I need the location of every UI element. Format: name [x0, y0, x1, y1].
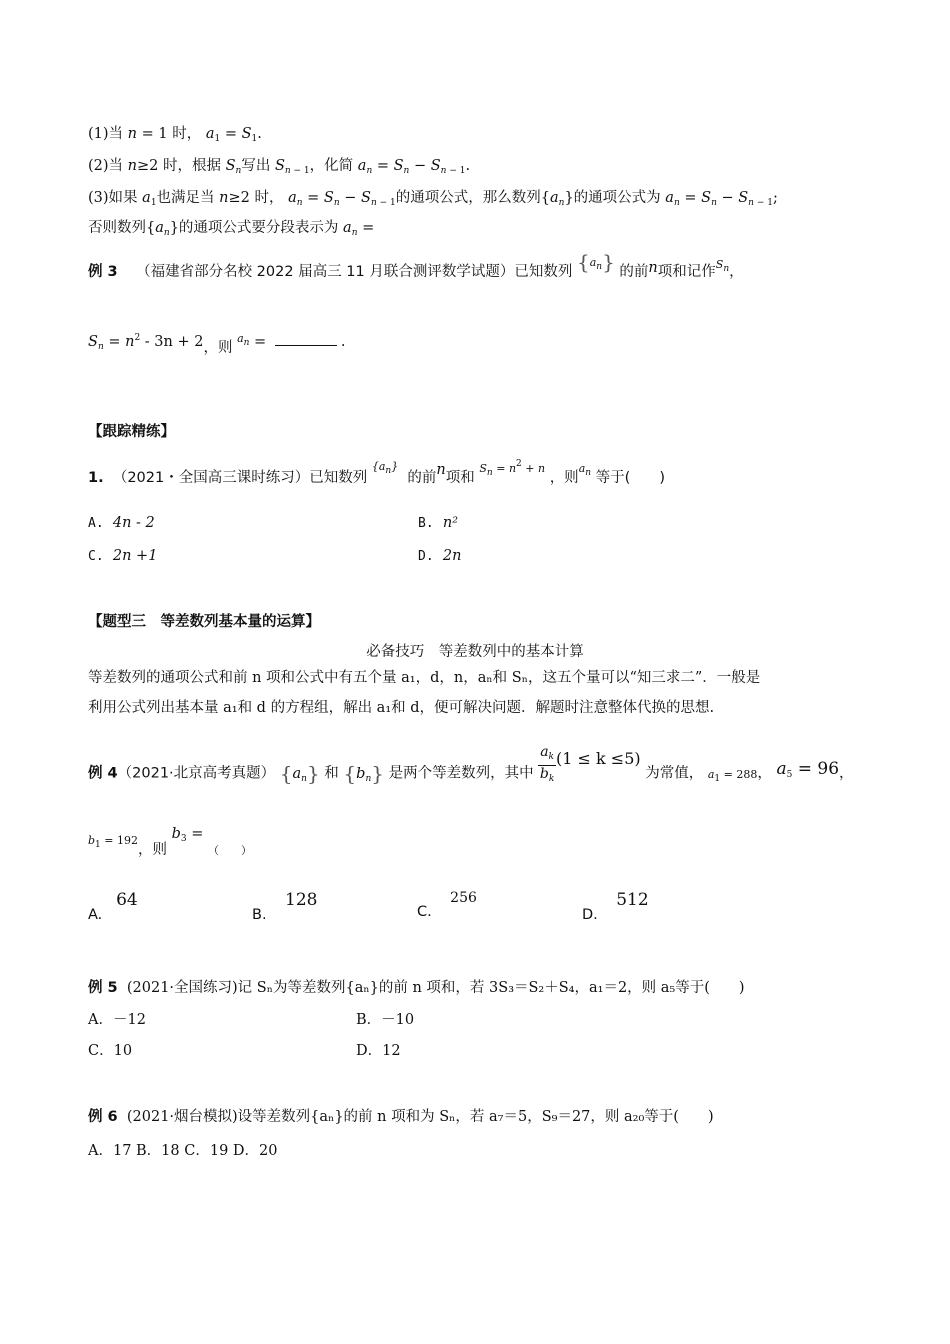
example-4: 例 4（2021·北京高考真题） $\{a_n\}$ 和 $\{b_n\}$ 是两个等差数列，其中 $\frac{a_k}{b_k}$ (1 ≤ k ≤5) 为常值， $a_1 = 288$， $a_5 = 96$， [88, 744, 854, 786]
example-5-option-c[interactable]: C．10 [88, 1043, 133, 1059]
practice-q1-number: 1. [88, 470, 104, 486]
example-3-formula-rhs: - 3n + 2 [144, 334, 204, 350]
step-3-mid2: ≥2 时， [228, 190, 284, 206]
example-4-and: 和 [324, 765, 339, 782]
practice-option-b[interactable]: B. n² [418, 515, 459, 531]
example-4-option-b-value: 128 [285, 890, 318, 910]
example-5-text: (2021·全国练习)记 Sₙ为等差数列{aₙ}的前 n 项和，若 3S₃＝S₂＋S₄，a₁＝2，则 a₅等于( ) [126, 980, 745, 996]
example-5-option-d-value: 12 [382, 1043, 401, 1059]
example-4-option-d[interactable]: D. 512 [582, 890, 649, 923]
example-4-option-b[interactable]: B. 128 [252, 890, 318, 923]
step-3-mid4: }的通项公式为 [564, 190, 661, 206]
step-4-prefix: 否则数列{ [88, 220, 156, 236]
step-4-mid: }的通项公式要分段表示为 [169, 220, 339, 236]
example-3-then: ，则 [203, 340, 233, 356]
step-1-prefix: (1)当 [88, 126, 124, 142]
example-4-option-a-value: 64 [116, 890, 138, 910]
practice-header: 【跟踪精练】 [88, 424, 175, 440]
example-3-eq: = [254, 334, 267, 350]
step-4: 否则数列$\{a_n\}$的通项公式要分段表示为 $a_n$ = [88, 220, 375, 238]
step-3-mid3: 的通项公式，那么数列{ [395, 190, 550, 206]
example-6 [88, 1107, 714, 1127]
practice-option-c[interactable]: C. 2n +1 [88, 548, 158, 564]
example-3-label: 例 3 [88, 264, 118, 280]
step-2-simplify: ，化简 [309, 158, 354, 174]
practice-option-b-value: n² [442, 515, 459, 531]
example-4-b1: = 192 [104, 834, 138, 847]
example-5-option-b[interactable]: B．－10 [356, 1012, 415, 1028]
example-4-eq: = [191, 826, 204, 842]
example-5-option-a-value: －12 [112, 1012, 146, 1028]
example-4-then: ，则 [138, 842, 167, 858]
step-3: (3)如果 $a_1$也满足当 n≥2 时， $a_n = S_n - S_{n - 1}$的通项公式，那么数列$\{a_n\}$的通项公式为 $a_n = S_n - S_{n - 1}$; [88, 190, 778, 208]
example-3-formula: $S_n = n^2 - 3n + 2$，则 $^{a_n}$ = . [88, 332, 346, 356]
example-4-a1: = 288 [723, 767, 758, 781]
practice-q1-then: ，则 [549, 470, 579, 486]
step-3-mid1: 也满足当 [156, 190, 215, 206]
example-5-option-c-value: 10 [113, 1043, 133, 1059]
example-3-mid2: 项和记作 [657, 264, 716, 280]
step-1-cond: = 1 时， [141, 126, 202, 142]
example-4-option-a[interactable]: A. 64 [88, 890, 138, 923]
example-4-line-2: $b_1 = 192$，则 $b_3 = _{( )}$ [88, 826, 253, 858]
example-5-option-a[interactable]: A．－12 [88, 1012, 146, 1028]
step-2-cond: ≥2 时，根据 [137, 158, 221, 174]
practice-option-d[interactable]: D. 2n [418, 548, 462, 564]
example-5 [88, 978, 745, 998]
example-6-options[interactable]: A．17 B．18 C．19 D．20 [88, 1143, 278, 1159]
example-3-mid1: 的前 [619, 264, 649, 280]
example-4-paren: （ ） [208, 844, 253, 857]
example-4-option-d-value: 512 [616, 890, 649, 910]
example-4-label: 例 4 [88, 765, 118, 782]
practice-option-d-value: 2n [442, 548, 462, 564]
example-4-source: （2021·北京高考真题） [117, 765, 276, 782]
practice-q1-tail: 等于( ) [595, 470, 665, 486]
example-4-a5: = 96 [797, 758, 840, 779]
step-2-prefix: (2)当 [88, 158, 124, 174]
step-2: (2)当 n≥2 时，根据 $S_n$写出 $S_{n - 1}$，化简 $a_n = S_n - S_{n - 1}$. [88, 158, 471, 176]
practice-q1-source: （2021・全国高三课时练习）已知数列 [112, 470, 368, 486]
example-6-label: 例 6 [88, 1109, 118, 1125]
example-5-option-b-value: －10 [381, 1012, 415, 1028]
practice-option-c-value: 2n +1 [112, 548, 158, 564]
example-5-label: 例 5 [88, 980, 118, 996]
step-1: (1)当 n = 1 时， $a_1 = S_1$. [88, 126, 262, 144]
practice-option-a-value: 4n - 2 [112, 515, 155, 531]
step-3-prefix: (3)如果 [88, 190, 138, 206]
example-4-const: 为常值， [645, 765, 704, 782]
skill-title: 必备技巧 等差数列中的基本计算 [366, 644, 584, 660]
example-4-option-c-value: 256 [450, 890, 477, 906]
example-3-source: （福建省部分名校 2022 届高三 11 月联合测评数学试题）已知数列 [136, 264, 573, 280]
example-6-text: (2021·烟台模拟)设等差数列{aₙ}的前 n 项和为 Sₙ，若 a₇＝5，S₉＝27，则 a₂₀等于( ) [126, 1109, 714, 1125]
answer-blank[interactable] [275, 333, 337, 346]
example-3: 例 3 （福建省部分名校 2022 届高三 11 月联合测评数学试题）已知数列 {$^{a_n}$} 的前n项和记作$^{S_n}$， [88, 250, 744, 280]
practice-q1: 1. （2021・全国高三课时练习）已知数列 $^{\{a_n\}}$ 的前n项和 $^{S_n = n^2 + n}$ ，则$^{a_n}$ 等于( ) [88, 459, 665, 486]
practice-q1-mid2: 项和 [445, 470, 475, 486]
practice-q1-mid1: 的前 [407, 470, 437, 486]
topic-3-header: 【题型三 等差数列基本量的运算】 [88, 614, 320, 630]
step-2-mid: 写出 [241, 158, 271, 174]
topic-3-paragraph-2: 利用公式列出基本量 a₁和 d 的方程组，解出 a₁和 d，便可解决问题．解题时注意整体代换的思想. [88, 700, 715, 716]
example-4-mid: 是两个等差数列，其中 [388, 765, 534, 782]
example-5-option-d[interactable]: D．12 [356, 1043, 401, 1059]
step-1-eq: = [224, 126, 237, 142]
practice-option-a[interactable]: A. 4n - 2 [88, 515, 155, 531]
example-4-option-c[interactable]: C. 256 [417, 890, 477, 920]
topic-3-paragraph-1: 等差数列的通项公式和前 n 项和公式中有五个量 a₁，d，n，aₙ和 Sₙ，这五个量可以“知三求二”．一般是 [88, 670, 761, 686]
example-4-condition: (1 ≤ k ≤5) [556, 748, 641, 768]
